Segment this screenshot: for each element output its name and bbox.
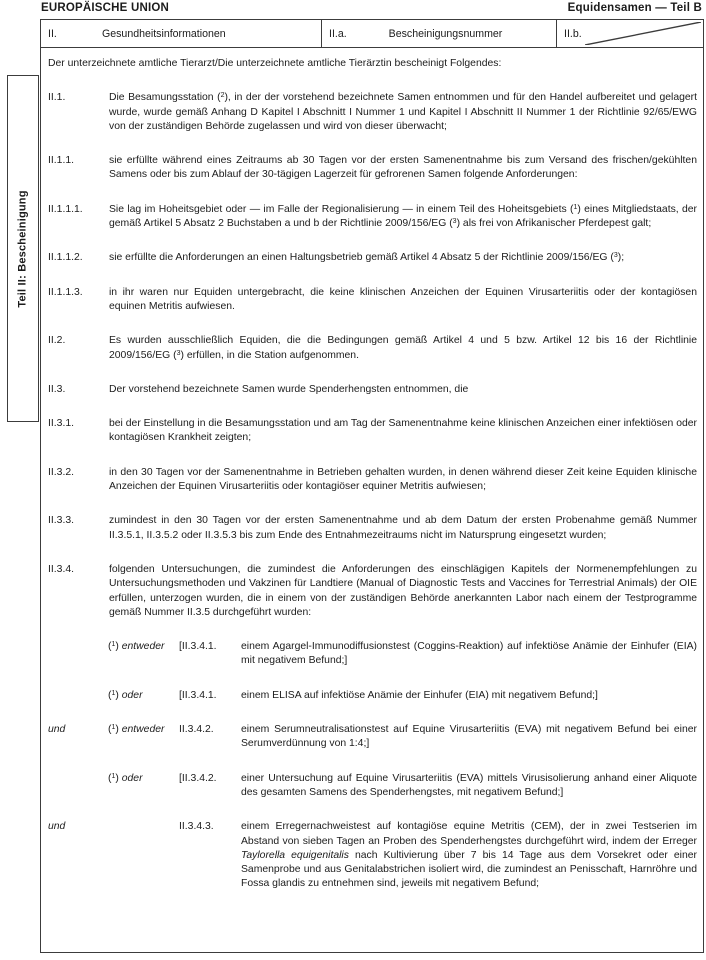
certificate-box <box>40 19 704 953</box>
paragraph-text: sie erfüllte während eines Zeitraums ab 30 Tagen vor der ersten Samenentnahme bis zum Versand des frischen/gekühlten Samens oder bis zum Ablauf der 30-tägigen Lagerzeit für gefrorenen Samen folgende Anforderungen: <box>109 155 697 181</box>
option-selector <box>108 820 179 891</box>
option-row <box>48 772 697 801</box>
paragraph-list <box>48 91 697 620</box>
paragraph-number: II.1. <box>48 92 66 104</box>
option-conjunction: und <box>48 821 66 833</box>
option-text: einem Erregernachweistest auf kontagiöse equine Metritis (CEM), der in zwei Testserien im Abstand von sieben Tagen an Proben des Spenderhengstes durchgeführt wird, indem der Erreger Taylorella equigenitalis nach Kultivierung über 7 bis 14 Tage aus dem Vorsekret oder einer Samenprobe und aus Genitalabstrichen isoliert wird, die zumindest an Penisschaft, Harnröhre und Fossa glandis zu entnehmen sind, jeweils mit negativem Befund; <box>241 821 697 890</box>
paragraph-number: II.3. <box>48 383 66 395</box>
paragraph-number: II.1.1.1. <box>48 203 83 215</box>
paragraph-text: sie erfüllte die Anforderungen an einen Haltungsbetrieb gemäß Artikel 4 Absatz 5 der Richtlinie 2009/156/EG ($^3$); <box>109 252 625 264</box>
paragraph-text: Der vorstehend bezeichnete Samen wurde Spenderhengsten entnommen, die <box>109 383 469 395</box>
certificate-paragraph <box>48 91 697 134</box>
option-text: einem ELISA auf infektiöse Anämie der Einhufer (EIA) mit negativem Befund;] <box>241 689 598 701</box>
certificate-paragraph <box>48 563 697 620</box>
sidebar-label: Teil II: Bescheinigung <box>17 189 30 308</box>
cell-code-iia: II.a. <box>329 27 347 40</box>
certificate-content <box>41 48 703 892</box>
certificate-number-label: Bescheinigungsnummer <box>388 27 503 40</box>
certificate-paragraph <box>48 466 697 495</box>
option-number: II.3.4.3. <box>179 821 214 833</box>
paragraph-text: Es wurden ausschließlich Equiden, die die Bedingungen gemäß Artikel 4 und 5 bzw. Artikel 12 bis 16 der Richtlinie 2009/156/EG ($^3$) erfüllen, in die Station aufgenommen. <box>109 335 697 361</box>
option-text: einem Serumneutralisationstest auf Equine Virusarteriitis (EVA) mit negativem Befund bei einer Serumverdünnung von 1:4;] <box>241 724 697 750</box>
form-header-row <box>41 20 703 48</box>
paragraph-text: bei der Einstellung in die Besamungsstation und am Tag der Samenentnahme keine klinischen Anzeichen einer infektiösen oder kontagiösen Krankheit zeigten; <box>109 418 697 444</box>
option-number: [II.3.4.1. <box>179 641 217 653</box>
paragraph-text: Sie lag im Hoheitsgebiet oder — im Falle der Regionalisierung — in einem Teil des Hoheitsgebiets ($^1$) eines Mitgliedstaats, der gemäß Artikel 5 Absatz 2 Buchstaben a und b der Richtlinie 2009/156/EG ($^3$) als frei von Afrikanischer Pferdepest galt; <box>109 203 697 230</box>
certificate-paragraph <box>48 383 697 397</box>
health-information-cell <box>41 20 322 47</box>
paragraph-text: in ihr waren nur Equiden untergebracht, die keine klinischen Anzeichen der Equinen Virusarteriitis oder der kontagiösen equinen Metritis aufwiesen. <box>109 286 697 312</box>
option-row <box>48 820 697 891</box>
paragraph-number: II.3.4. <box>48 563 74 575</box>
option-selector: ($^1$) oder <box>108 689 143 701</box>
diagonal-strike-line <box>585 22 701 45</box>
part-ii-sidebar <box>7 75 39 422</box>
option-conjunction <box>48 772 108 801</box>
option-list <box>48 640 697 892</box>
paragraph-number: II.1.1.2. <box>48 252 83 264</box>
certificate-paragraph <box>48 417 697 446</box>
option-text: einem Agargel-Immunodiffusionstest (Coggins-Reaktion) auf infektiöse Anämie der Einhufer (EIA) mit negativem Befund;] <box>241 641 697 667</box>
option-number: [II.3.4.2. <box>179 772 217 784</box>
paragraph-number: II.2. <box>48 335 66 347</box>
certificate-paragraph <box>48 251 697 265</box>
option-selector: ($^1$) entweder <box>108 724 165 736</box>
option-selector: ($^1$) entweder <box>108 641 165 653</box>
page-header <box>41 2 702 14</box>
certificate-paragraph <box>48 514 697 543</box>
option-selector: ($^1$) oder <box>108 772 143 784</box>
health-information-label: Gesundheitsinformationen <box>102 27 226 40</box>
option-conjunction <box>48 689 108 703</box>
option-conjunction <box>48 640 108 669</box>
cell-code-ii: II. <box>48 27 57 40</box>
union-title: EUROPÄISCHE UNION <box>41 2 169 14</box>
intro-statement: Der unterzeichnete amtliche Tierarzt/Die unterzeichnete amtliche Tierärztin bescheinigt Folgendes: <box>48 58 502 69</box>
paragraph-text: in den 30 Tagen vor der Samenentnahme in Betrieben gehalten wurden, in denen während dieser Zeit keine Equiden klinische Anzeichen der Equinen Virusarteriitis oder kontagiöser equiner Metritis aufwiesen; <box>109 466 697 493</box>
paragraph-text: zumindest in den 30 Tagen vor der ersten Samenentnahme und ab dem Datum der ersten Probenahme gemäß Nummer II.3.5.1, II.3.5.2 oder II.3.5.3 bis zum Ende des Entnahmezeitraums nicht im Natursprung eingesetzt wurden; <box>109 515 697 541</box>
certificate-paragraph <box>48 334 697 363</box>
paragraph-number: II.1.1.3. <box>48 286 83 298</box>
paragraph-number: II.3.2. <box>48 466 74 478</box>
certificate-number-cell <box>322 20 557 47</box>
certificate-paragraph <box>48 286 697 315</box>
paragraph-text: folgenden Untersuchungen, die zumindest die Anforderungen des einschlägigen Kapitels der Normenempfehlungen zu Untersuchungsmethoden und Vakzinen für Landtiere (Manual of Diagnostic Tests and Vaccines for Terrestrial Animals) der OIE erfüllen, unterzogen wurden, die in einem von der zuständigen Behörde anerkannten Labor nach einem der Testprogramme gemäß Nummer II.3.5 durchgeführt wurden: <box>109 563 697 618</box>
certificate-paragraph <box>48 154 697 183</box>
cell-code-iib: II.b. <box>564 27 582 40</box>
option-conjunction: und <box>48 724 66 736</box>
paragraph-number: II.3.3. <box>48 515 74 527</box>
paragraph-text: Die Besamungsstation ($^2$), in der der vorstehend bezeichnete Samen entnommen und für den Handel aufbereitet und gelagert wurde, wurde gemäß Anhang D Kapitel I Abschnitt I Nummer 1 und Kapitel I Abschnitt II Nummer 1 der Richtlinie 92/65/EWG von der zuständigen Behörde zugelassen und wird von dieser überwacht; <box>109 92 698 132</box>
paragraph-number: II.3.1. <box>48 418 74 430</box>
option-number: [II.3.4.1. <box>179 689 217 701</box>
part-b-title: Equidensamen — Teil B <box>567 2 702 14</box>
iib-cell <box>557 20 703 47</box>
option-row <box>48 640 697 669</box>
option-row <box>48 689 697 703</box>
option-row <box>48 723 697 752</box>
certificate-paragraph <box>48 203 697 232</box>
paragraph-number: II.1.1. <box>48 155 74 167</box>
option-text: einer Untersuchung auf Equine Virusarteriitis (EVA) mittels Virusisolierung anhand einer Aliquote des gesamten Samens des Spenderhengstes, mit negativem Befund;] <box>241 772 697 798</box>
option-number: II.3.4.2. <box>179 724 214 736</box>
